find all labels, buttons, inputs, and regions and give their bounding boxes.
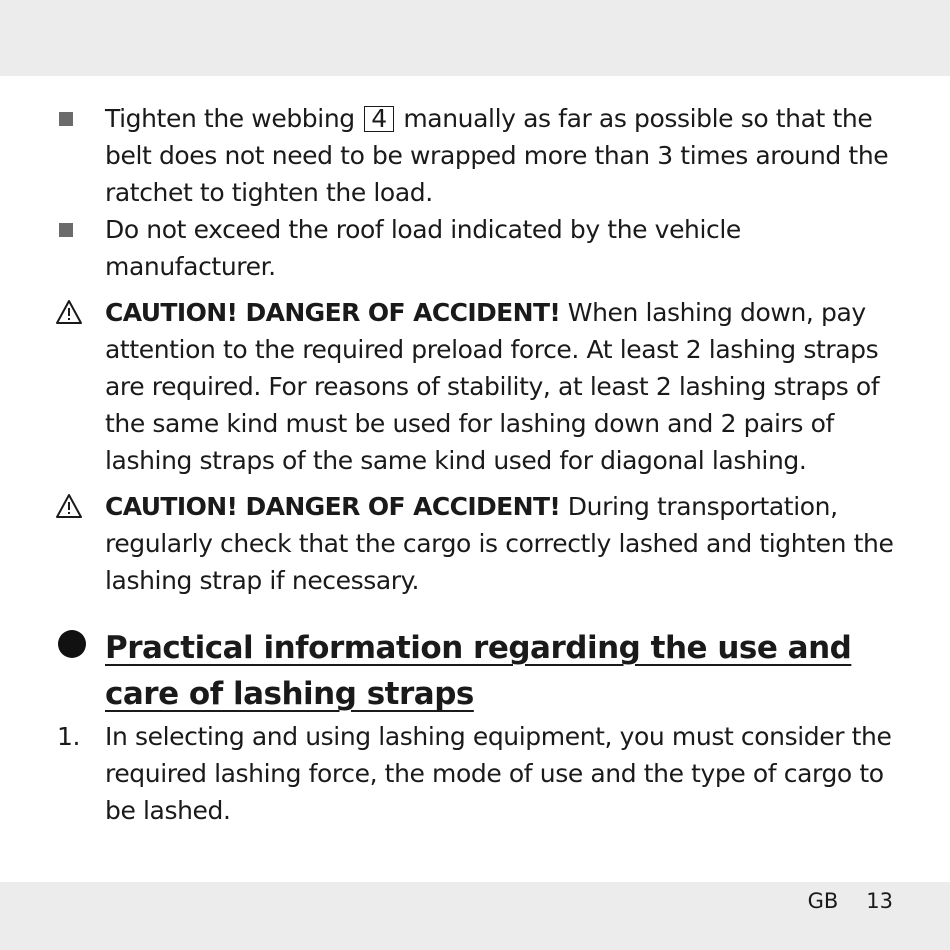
bullet-item-webbing bbox=[105, 100, 905, 211]
caution-text: When lashing down, pay attention to the required preload force. At least 2 lashing straps are required. For reasons of stability, at least 2 lashing straps of the same kind must be used for lashing down and 2 pairs of lashing straps of the same kind used for diagonal lashing. bbox=[105, 298, 880, 475]
page-content bbox=[0, 100, 950, 829]
page-footer bbox=[808, 888, 893, 914]
square-bullet-icon bbox=[57, 211, 87, 248]
section-heading bbox=[105, 625, 895, 717]
caution-label: CAUTION! DANGER OF ACCIDENT! bbox=[105, 298, 561, 327]
part-reference-box: 4 bbox=[364, 106, 394, 132]
item-number: 1. bbox=[57, 722, 81, 751]
caution-item-transport bbox=[105, 488, 905, 599]
warning-triangle-icon bbox=[55, 493, 83, 519]
caution-item-preload bbox=[105, 294, 905, 479]
language-code: GB bbox=[807, 889, 839, 913]
page-number: 13 bbox=[866, 889, 893, 913]
caution-label: CAUTION! DANGER OF ACCIDENT! bbox=[105, 492, 561, 521]
numbered-item-1 bbox=[57, 718, 905, 829]
warning-triangle-icon bbox=[55, 299, 83, 325]
bullet-text-before: Tighten the webbing bbox=[105, 104, 363, 133]
section-heading-text: Practical information regarding the use and care of lashing straps bbox=[105, 630, 852, 712]
caution-text: During transportation, regularly check that the cargo is correctly lashed and tighten the lashing strap if necessary. bbox=[105, 492, 894, 595]
bullet-text: Do not exceed the roof load indicated by the vehicle manufacturer. bbox=[105, 215, 741, 281]
numbered-item-text: In selecting and using lashing equipment, you must consider the required lashing force, the mode of use and the type of cargo to be lashed. bbox=[105, 722, 892, 825]
heading-dot-icon bbox=[58, 630, 86, 658]
bullet-item-roof-load bbox=[105, 211, 905, 285]
top-band bbox=[0, 0, 950, 76]
bullet-text-after: manually as far as possible so that the belt does not need to be wrapped more than 3 times around the ratchet to tighten the load. bbox=[105, 104, 889, 207]
square-bullet-icon bbox=[57, 100, 87, 137]
